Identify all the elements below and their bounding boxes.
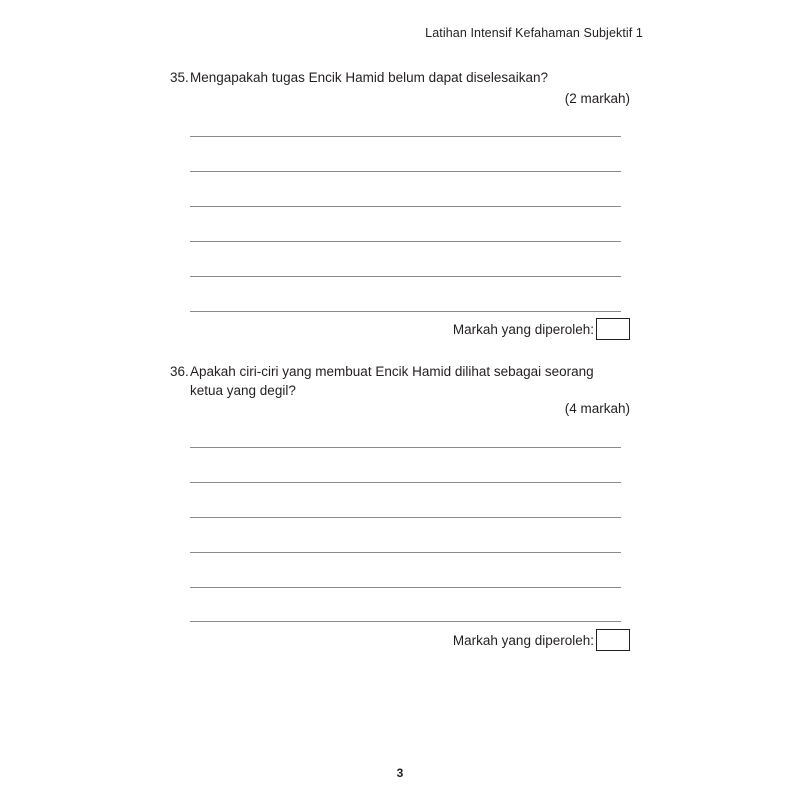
answer-line[interactable]	[190, 552, 621, 553]
score-label: Markah yang diperoleh:	[452, 632, 594, 648]
answer-line[interactable]	[190, 241, 621, 242]
question-prompt	[170, 362, 630, 400]
answer-line[interactable]	[190, 482, 621, 483]
answer-line[interactable]	[190, 276, 621, 277]
answer-line[interactable]	[190, 136, 621, 137]
score-box[interactable]	[596, 629, 630, 651]
score-label: Markah yang diperoleh:	[452, 321, 594, 337]
answer-line[interactable]	[190, 621, 621, 622]
answer-line[interactable]	[190, 206, 621, 207]
answer-line[interactable]	[190, 311, 621, 312]
question-number: 36.	[170, 364, 189, 379]
answer-line[interactable]	[190, 517, 621, 518]
score-row	[453, 629, 630, 651]
answer-line[interactable]	[190, 171, 621, 172]
score-box[interactable]	[596, 318, 630, 340]
question-prompt	[170, 68, 630, 87]
page-number: 3	[396, 766, 404, 780]
marks-allocation: (2 markah)	[564, 91, 630, 106]
answer-line[interactable]	[190, 587, 621, 588]
score-row	[453, 318, 630, 340]
running-header: Latihan Intensif Kefahaman Subjektif 1	[425, 26, 643, 40]
marks-allocation: (4 markah)	[564, 401, 630, 416]
question-36	[170, 362, 630, 662]
question-number: 35.	[170, 70, 189, 85]
answer-line[interactable]	[190, 447, 621, 448]
question-text: Apakah ciri-ciri yang membuat Encik Hamid dilihat sebagai seorang ketua yang degil?	[190, 364, 594, 398]
question-text: Mengapakah tugas Encik Hamid belum dapat diselesaikan?	[190, 70, 548, 85]
question-35	[170, 68, 630, 348]
